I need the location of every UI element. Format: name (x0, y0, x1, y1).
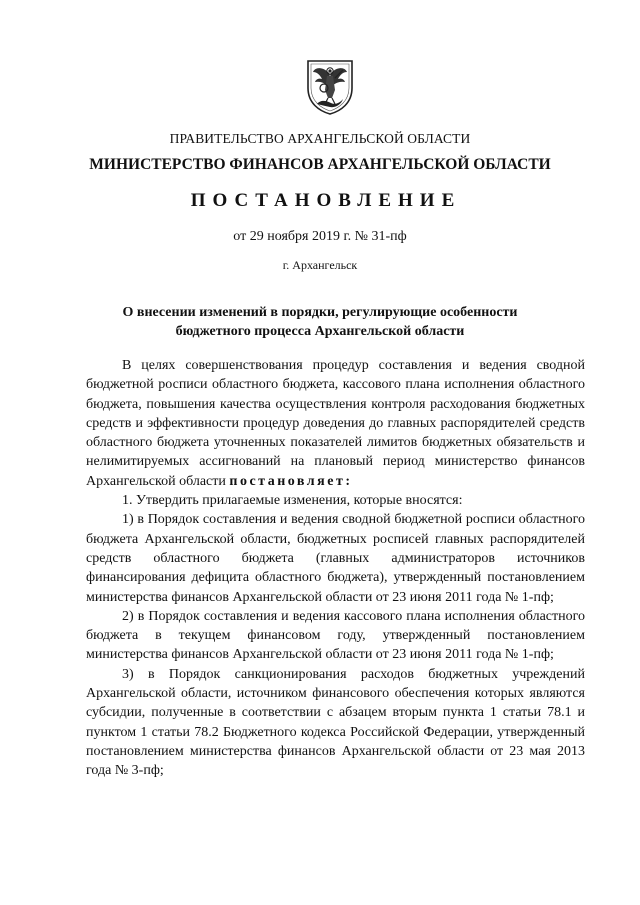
document-date-number: от 29 ноября 2019 г. № 31-пф (233, 229, 407, 244)
subject-line-2: бюджетного процесса Архангельской области (175, 324, 465, 339)
item-1-1-paragraph: 1) в Порядок составления и ведения сводной бюджетной росписи областного бюджета Архангельской области, бюджетных росписей главных распорядителей средств областного бюджета (главных администраторов источников финансирования дефицита областного бюджета), утвержденный постановлением министерства финансов Архангельской области от 23 июня 2011 года № 1-пф; (86, 512, 585, 605)
preamble-text: В целях совершенствования процедур составления и ведения сводной бюджетной росписи областного бюджета, кассового плана исполнения областного бюджета, повышения качества осуществления контроля расходования бюджетных средств и эффективности процедур доведения до главных распорядителей средств областного бюджета уточненных показателей лимитов бюджетных обязательств и нелимитируемых ассигнований на плановый период министерство финансов Архангельской области (86, 358, 585, 489)
item-1-2-paragraph: 2) в Порядок составления и ведения кассового плана исполнения областного бюджета в текущем финансовом году, утвержденный постановлением министерства финансов Архангельской области от 23 июня 2011 года № 1-пф; (86, 608, 585, 663)
document-city: г. Архангельск (282, 258, 358, 272)
resolves-word: постановляет: (229, 473, 353, 489)
item-1-paragraph: 1. Утвердить прилагаемые изменения, которые вносятся: (122, 493, 463, 509)
document-body (86, 356, 585, 781)
preamble-paragraph (86, 356, 585, 491)
document-subject (0, 303, 640, 341)
ministry-name: МИНИСТЕРСТВО ФИНАНСОВ АРХАНГЕЛЬСКОЙ ОБЛАСТИ (89, 156, 551, 173)
government-name: ПРАВИТЕЛЬСТВО АРХАНГЕЛЬСКОЙ ОБЛАСТИ (169, 131, 471, 146)
item-1-3-paragraph: 3) в Порядок санкционирования расходов бюджетных учреждений Архангельской области, источником финансового обеспечения которых являются субсидии, полученные в соответствии с абзацем вторым пункта 1 статьи 78.1 и пунктом 1 статьи 78.2 Бюджетного кодекса Российской Федерации, утвержденный постановлением министерства финансов Архангельской области от 23 мая 2013 года № 3-пф; (86, 666, 585, 779)
document-type-title: ПОСТАНОВЛЕНИЕ (190, 190, 462, 211)
arkhangelsk-coat-of-arms-icon (305, 58, 355, 116)
subject-line-1: О внесении изменений в порядки, регулирующие особенности (122, 305, 518, 320)
